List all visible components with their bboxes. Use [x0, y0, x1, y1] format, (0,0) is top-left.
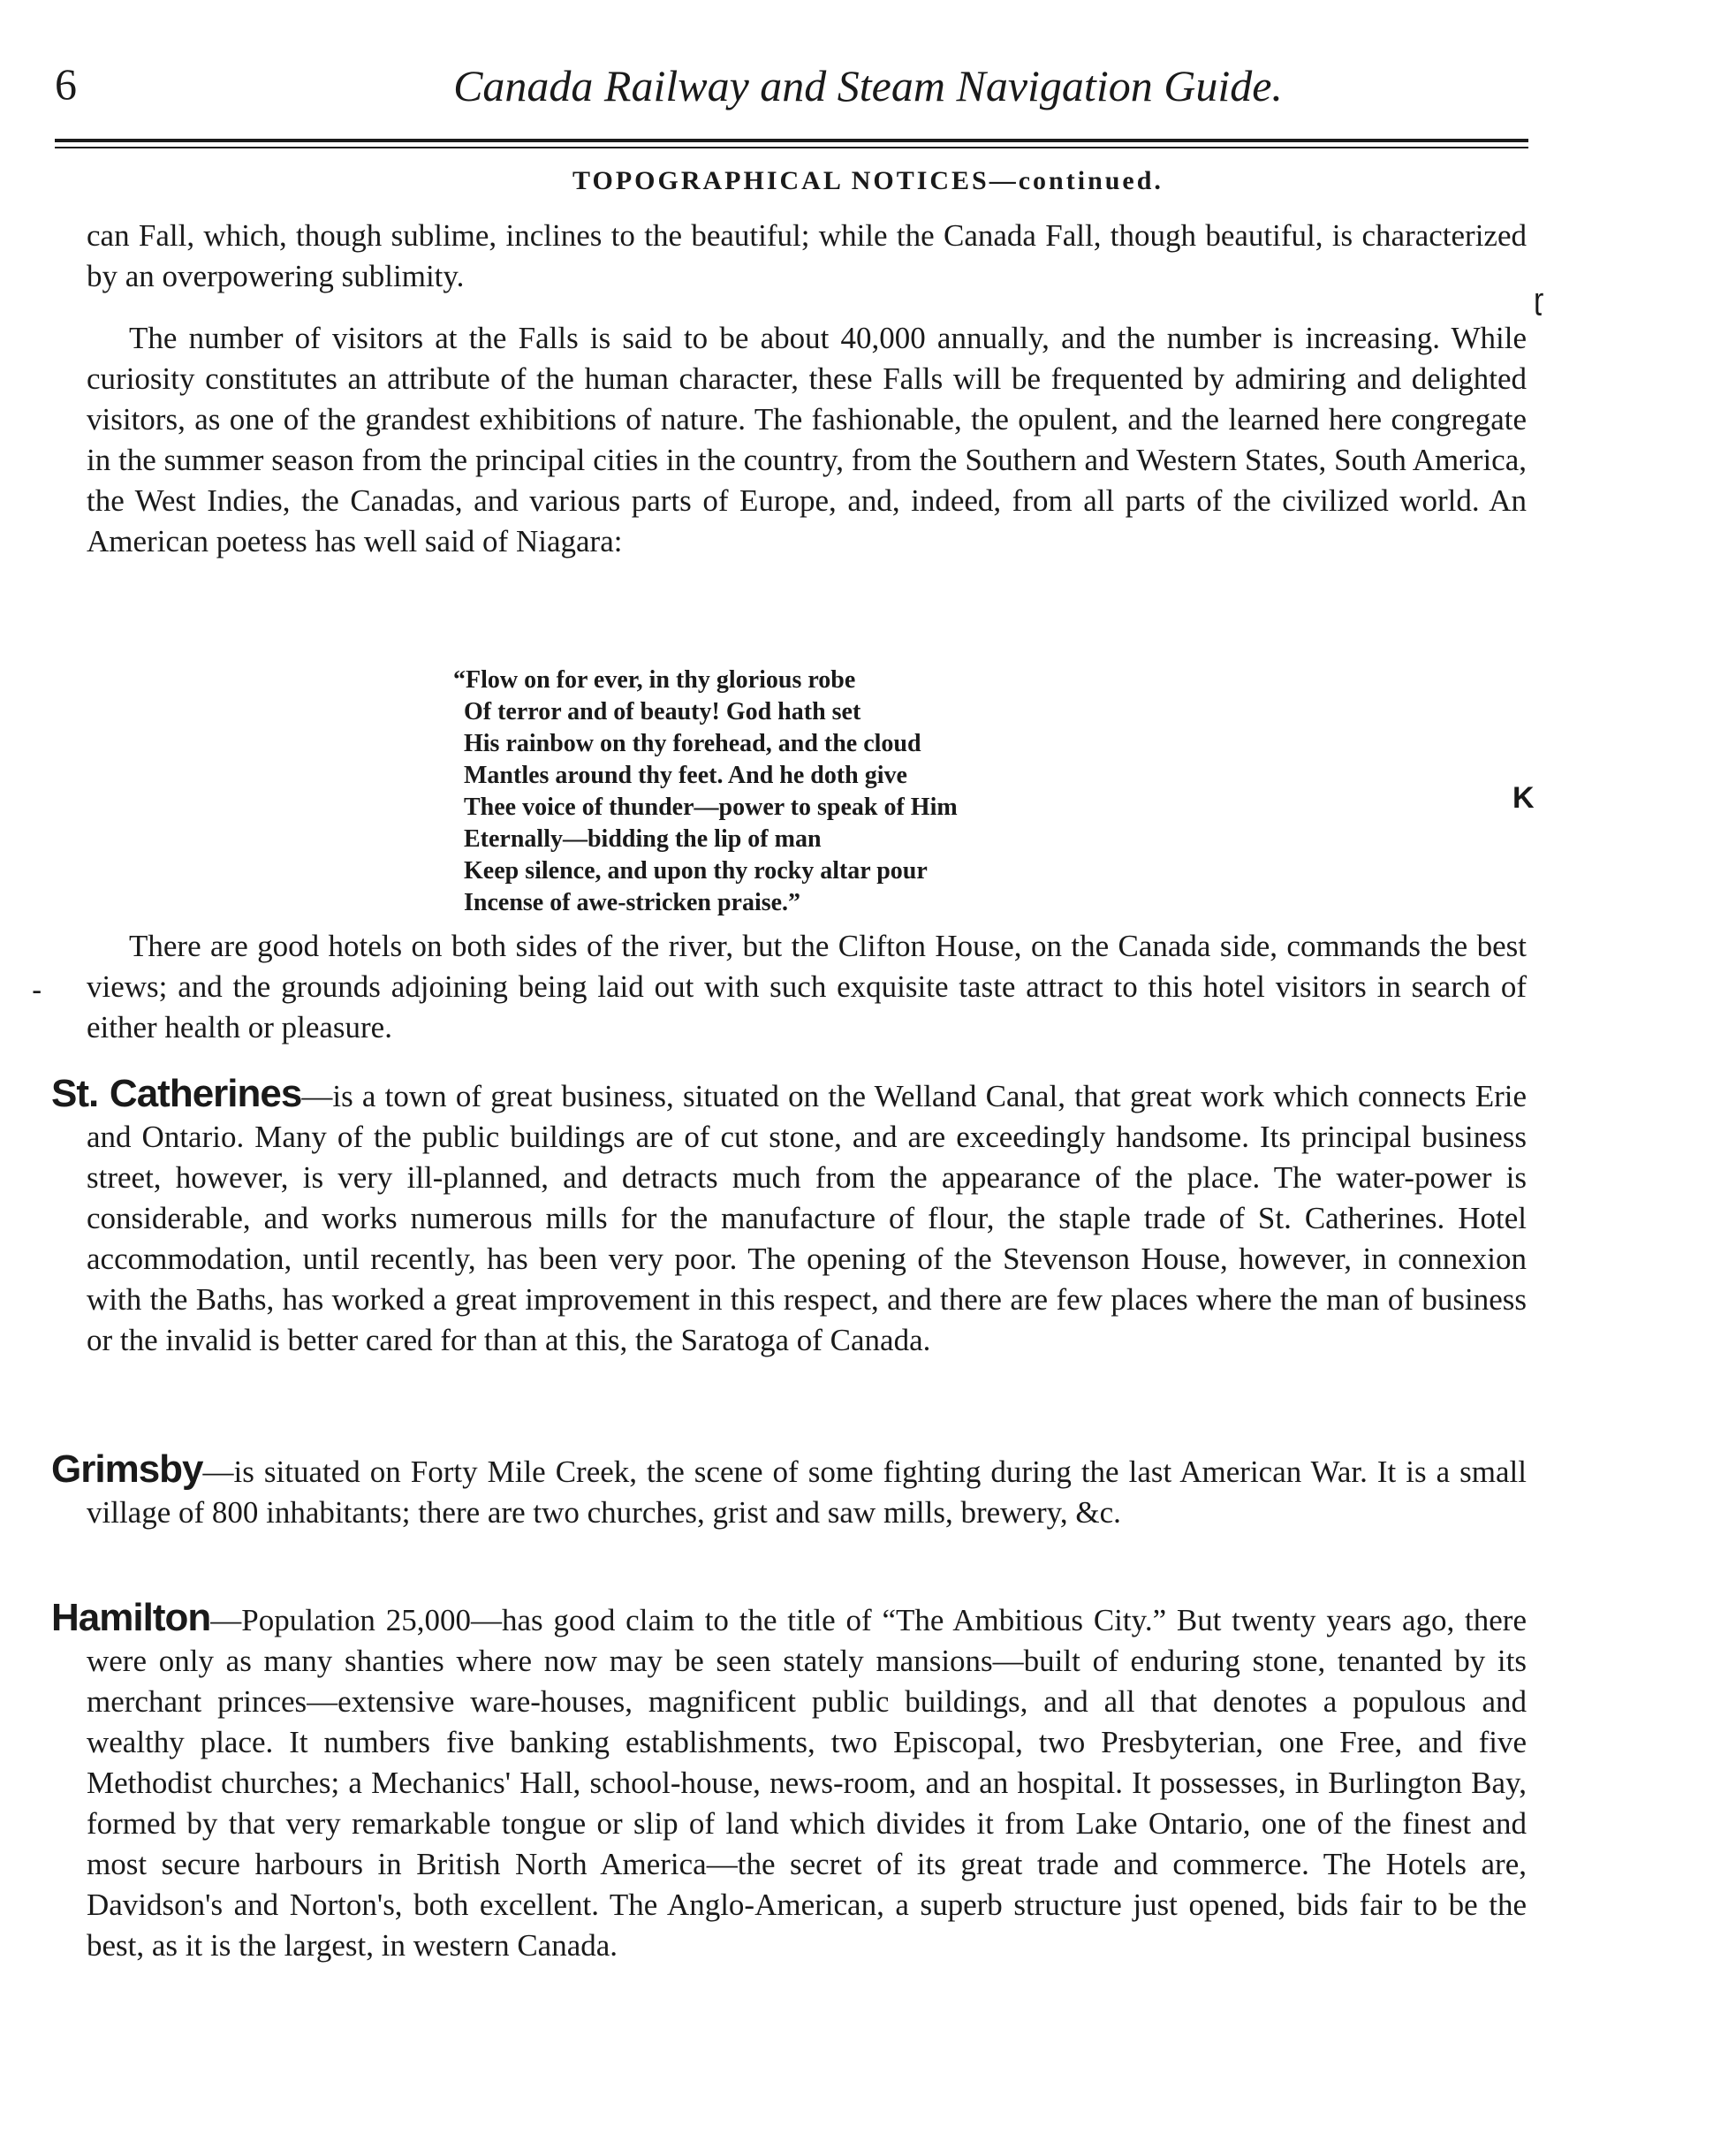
poem-line: Eternally—bidding the lip of man	[464, 825, 822, 853]
entry-name: Grimsby	[51, 1447, 203, 1491]
margin-mark-middle-right: K	[1512, 781, 1535, 815]
running-title: Canada Railway and Steam Navigation Guide.	[453, 61, 1283, 110]
header-rule-thick	[55, 139, 1528, 142]
entry-name: Hamilton	[51, 1596, 211, 1639]
entry-text: —Population 25,000—has good claim to the title of “The Ambitious City.” But twenty years ago, there were only as many shanties where now may be seen stately mansions—built of enduring stone, tenanted by its merchant princes—extensive ware-houses, magnificent public buildings, and all that denotes a populous and wealthy place. It numbers five banking establishments, two Episcopal, two Presbyterian, one Free, and five Methodist churches; a Mechanics' Hall, school-house, news-room, and an hospital. It possesses, in Burlington Bay, formed by that very remarkable tongue or slip of land which divides it from Lake Ontario, one of the finest and most secure harbours in British North America—the secret of its great trade and commerce. The Hotels are, Davidson's and Norton's, both excellent. The Anglo-American, a superb structure just opened, bids fair to be the best, as it is the largest, in western Canada.	[87, 1603, 1527, 1963]
section-heading: TOPOGRAPHICAL NOTICES—continued.	[572, 166, 1164, 195]
poem-line: Of terror and of beauty! God hath set	[464, 698, 861, 725]
header-rule-thin	[55, 147, 1528, 148]
entry-text: —is a town of great business, situated on the Welland Canal, that great work which connects Erie and Ontario. Many of the public buildings are of cut stone, and are exceedingly handsome. Its principal business street, however, is very ill-planned, and detracts much from the appearance of the place. The water-power is considerable, and works numerous mills for the manufacture of flour, the staple trade of St. Catherines. Hotel accommodation, until recently, has been very poor. The opening of the Stevenson House, however, in connexion with the Baths, has worked a great improvement in this respect, and there are few places where the man of business or the invalid is better cared for than at this, the Saratoga of Canada.	[87, 1079, 1527, 1357]
entry-hamilton	[51, 1596, 1527, 1966]
poem-block	[453, 665, 1224, 919]
margin-mark-dash-left: -	[32, 974, 42, 1007]
poem-line: Keep silence, and upon thy rocky altar pour	[464, 857, 928, 885]
entry-grimsby	[51, 1447, 1527, 1533]
paragraph-hotels: There are good hotels on both sides of the river, but the Clifton House, on the Canada side, commands the best views; and the grounds adjoining being laid out with such exquisite taste attract to this hotel visitors in search of either health or pleasure.	[87, 929, 1527, 1044]
paragraph-visitors: The number of visitors at the Falls is said to be about 40,000 annually, and the number is increasing. While curiosity constitutes an attribute of the human character, these Falls will be frequented by admiring and delighted visitors, as one of the grandest exhibitions of nature. The fashionable, the opulent, and the learned here congregate in the summer season from the principal cities in the country, from the Southern and Western States, South America, the West Indies, the Canadas, and various parts of Europe, and, indeed, from all parts of the civilized world. An American poetess has well said of Niagara:	[87, 321, 1527, 558]
entry-text: —is situated on Forty Mile Creek, the scene of some fighting during the last American War. It is a small village of 800 inhabitants; there are two churches, grist and saw mills, brewery, &c.	[87, 1455, 1527, 1530]
poem-line: Incense of awe-stricken praise.”	[464, 889, 801, 916]
paragraph-continued: can Fall, which, though sublime, inclines to the beautiful; while the Canada Fall, though beautiful, is characterized by an overpowering sublimity.	[87, 218, 1527, 293]
page-number: 6	[55, 59, 77, 109]
poem-line: “Flow on for ever, in thy glorious robe	[453, 666, 856, 694]
entry-st-catherines	[51, 1072, 1527, 1361]
poem-line: His rainbow on thy forehead, and the cloud	[464, 730, 921, 757]
poem-line: Mantles around thy feet. And he doth give	[464, 762, 907, 789]
margin-mark-top-right: ɽ	[1534, 283, 1544, 316]
entry-name: St. Catherines	[51, 1072, 302, 1115]
poem-line: Thee voice of thunder—power to speak of Him	[464, 794, 958, 821]
